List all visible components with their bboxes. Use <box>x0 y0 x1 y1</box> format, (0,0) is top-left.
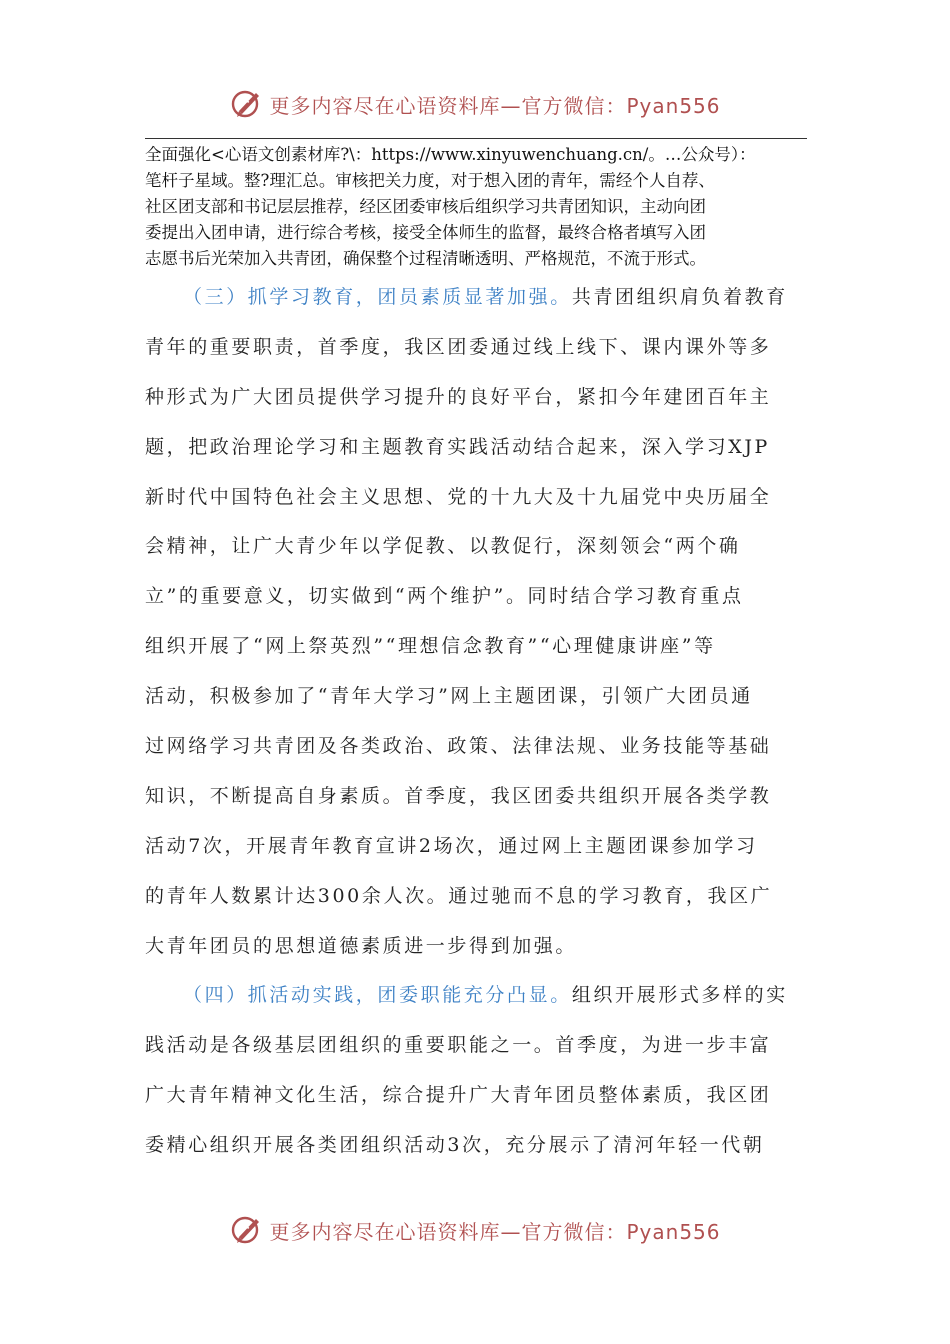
section4-first-line-rest: 组织开展形式多样的实 <box>571 984 788 1007</box>
pen-logo-icon <box>229 86 265 122</box>
section3-line: 新时代中国特色社会主义思想、党的十九大及十九届党中央历届全 <box>145 485 772 508</box>
section3-heading: （三）抓学习教育，团员素质显著加强。 <box>183 286 572 308</box>
intro-line: 笔杆子星域。整?理汇总。审核把关力度，对于想入团的青年，需经个人自荐、 <box>145 171 715 190</box>
body-text <box>145 282 807 1180</box>
footer-banner <box>0 1210 950 1250</box>
section3-line: 过网络学习共青团及各类政治、政策、法律法规、业务技能等基础 <box>145 735 772 758</box>
section4-line: 委精心组织开展各类团组织活动3次，充分展示了清河年轻一代朝 <box>145 1134 765 1157</box>
section3-line: 青年的重要职责，首季度，我区团委通过线上线下、课内课外等多 <box>145 335 772 358</box>
banner-label: 更多内容尽在心语资料库—官方微信： <box>269 93 627 118</box>
section3-first-line <box>145 282 807 332</box>
header-banner <box>0 84 950 124</box>
section3-line: 会精神，让广大青少年以学促教、以教促行，深刻领会“两个确 <box>145 535 741 558</box>
section3-line: 知识，不断提高自身素质。首季度，我区团委共组织开展各类学教 <box>145 784 772 807</box>
section3-first-line-rest: 共青团组织肩负着教育 <box>571 286 788 308</box>
section3-line: 的青年人数累计达300余人次。通过驰而不息的学习教育，我区广 <box>145 884 773 907</box>
section3-line: 组织开展了“网上祭英烈”“理想信念教育”“心理健康讲座”等 <box>145 635 716 658</box>
pen-logo-icon <box>229 1212 265 1248</box>
section3-line: 题，把政治理论学习和主题教育实践活动结合起来，深入学习XJP <box>145 435 770 458</box>
intro-line: 委提出入团申请，进行综合考核，接受全体师生的监督，最终合格者填写入团 <box>145 223 706 242</box>
section3-line: 活动，积极参加了“青年大学习”网上主题团课，引领广大团员通 <box>145 685 753 708</box>
section4-line: 广大青年精神文化生活，综合提升广大青年团员整体素质，我区团 <box>145 1084 772 1107</box>
header-divider <box>145 138 807 139</box>
wechat-id: Pyan556 <box>626 1219 721 1244</box>
intro-paragraph <box>145 142 807 272</box>
section3-line: 立”的重要意义，切实做到“两个维护”。同时结合学习教育重点 <box>145 585 744 608</box>
section4-first-line <box>145 980 807 1030</box>
intro-line: 全面强化<心语文创素材库?\：https://www.xinyuwenchuang.cn/。…公众号）： <box>145 145 756 164</box>
banner-label: 更多内容尽在心语资料库—官方微信： <box>269 1219 627 1244</box>
banner-text <box>269 1216 720 1245</box>
section3-line: 活动7次，开展青年教育宣讲2场次，通过网上主题团课参加学习 <box>145 834 758 857</box>
intro-line: 志愿书后光荣加入共青团，确保整个过程清晰透明、严格规范，不流于形式。 <box>145 249 706 268</box>
section4-heading: （四）抓活动实践，团委职能充分凸显。 <box>183 984 572 1007</box>
section3-line: 大青年团员的思想道德素质进一步得到加强。 <box>145 934 578 957</box>
wechat-id: Pyan556 <box>626 93 721 118</box>
section3-line: 种形式为广大团员提供学习提升的良好平台，紧扣今年建团百年主 <box>145 385 772 408</box>
intro-line: 社区团支部和书记层层推荐，经区团委审核后组织学习共青团知识，主动向团 <box>145 197 706 216</box>
section4-line: 践活动是各级基层团组织的重要职能之一。首季度，为进一步丰富 <box>145 1034 772 1057</box>
banner-text <box>269 90 720 119</box>
